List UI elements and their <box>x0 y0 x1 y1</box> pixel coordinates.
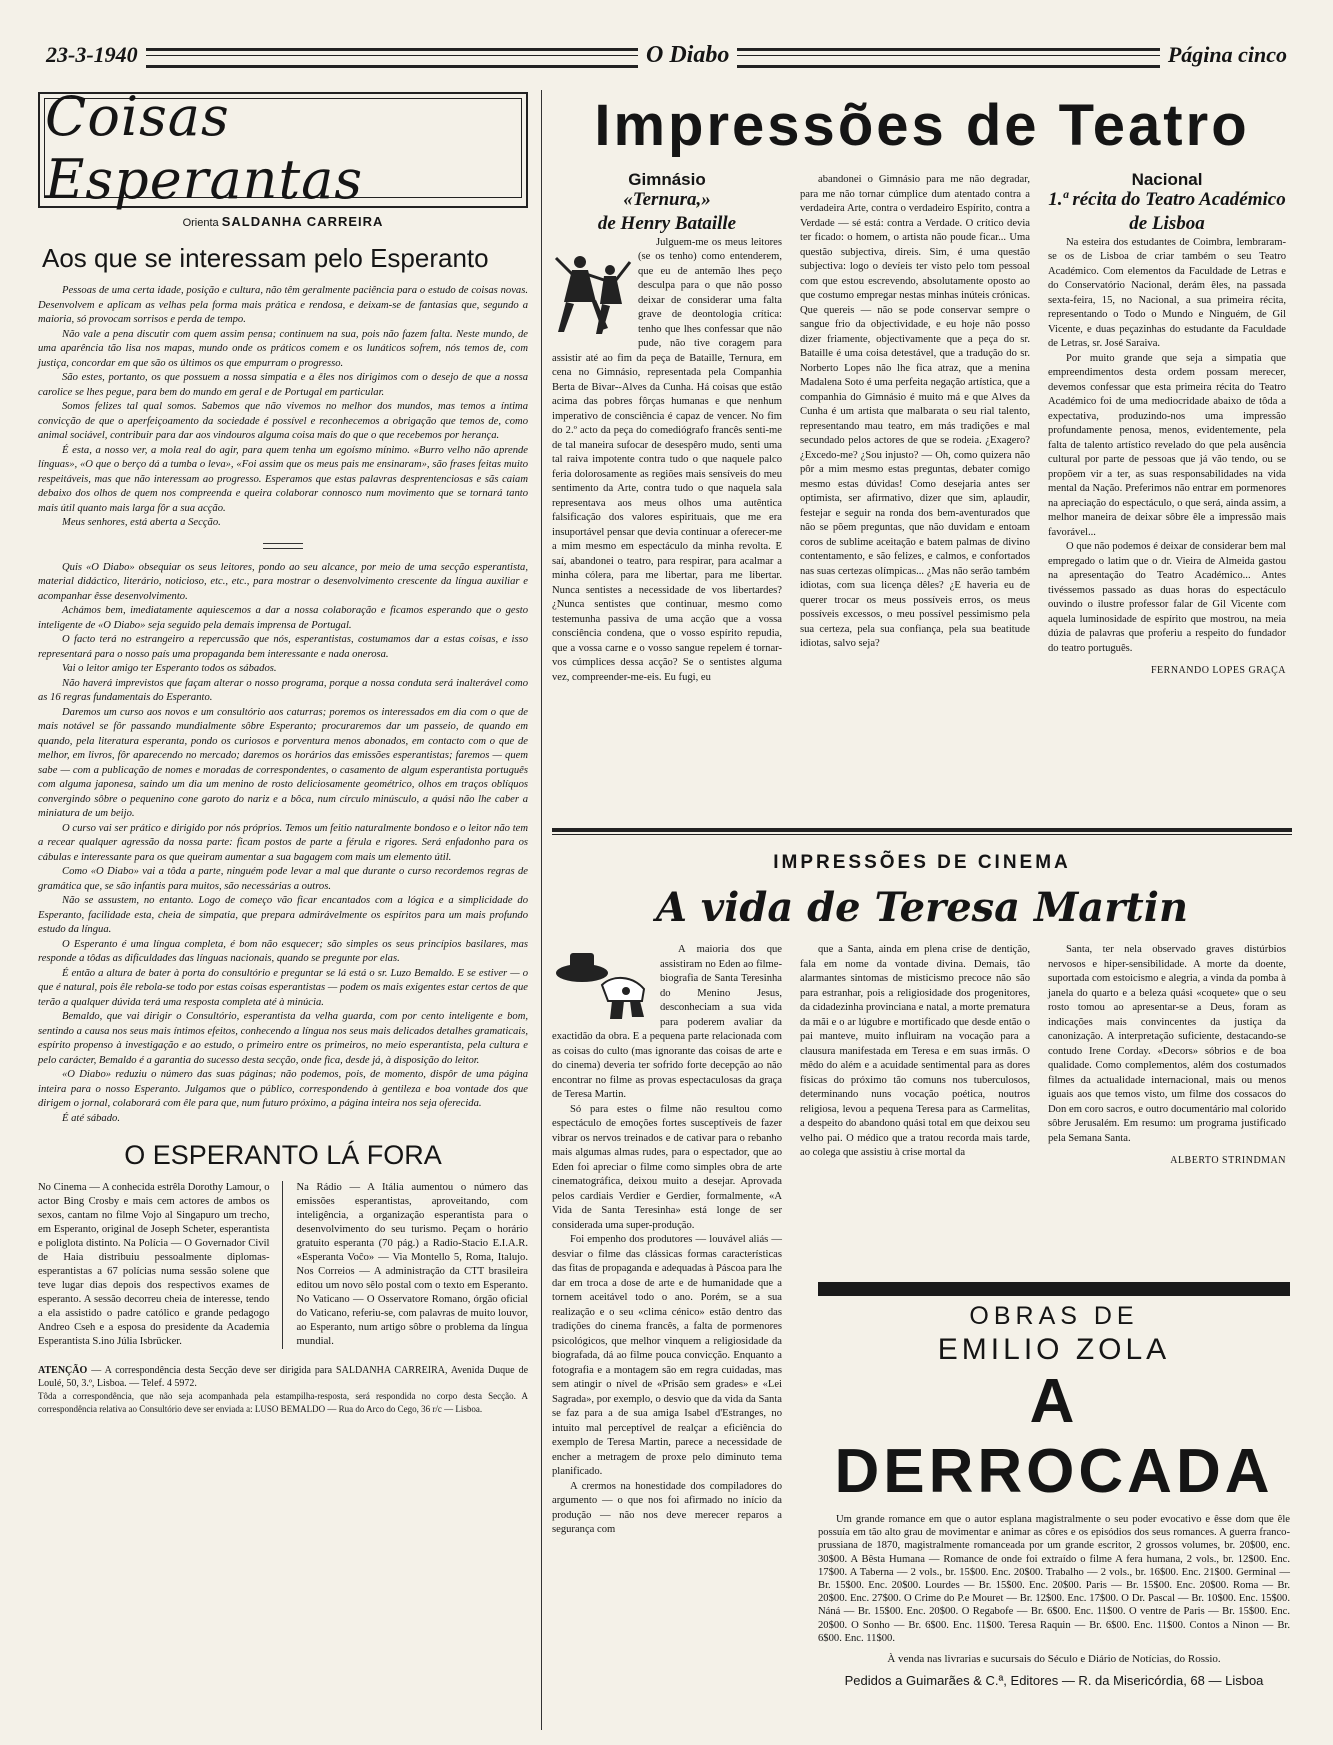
esperanto-section <box>38 85 529 1415</box>
cinema-column-1 <box>552 943 782 1538</box>
paragraph: Julguem-me os meus leitores (se os tenho) como entenderem, que eu de antemão lhes peço desculpa para o que não posso deixar de considerar uma falta grave de deontologia crítica: tenho que lhes confessar que não pude, não tive coragem para assistir até ao fim da peça de Bataille, Ternura, em cena no Gimnásio, representada pela Companhia Berta de Bivar--Alves da Cunha. Há coisas que estão acima das pobres fôrças humanas e que nenhum imperativo de consciência é capaz de vencer. No fim do 2.º acto da peça do comediógrafo francês senti-me de tal maneira sufocar de desespêro mudo, senti uma tal raiva impotente contra tudo o que naquele palco feria dolorosamente as regiões mais sensíveis do meu sentimento da Arte, contra tudo o que naquela sala representava aos meus olhos uma autêntica falsificação dos valores espirituais, que me era insuportável pensar que devia continuar a oferecer-me a mim mesmo em espectáculo da minha revolta. E saí, abandonei o teatro, para respirar, para acalmar a minha cólera, para me libertar, para me libertar. Nunca sentistes a necessidade de vos libertardes? ¿Nunca sentistes que continuar, mesmo como testemunha passiva de uma acção que a vossa consciência condena, que o vosso espírito repudia, que a vossa carne e o vosso sangue repelem é tornar-vos cúmplices dessa acção? Se o sentistes alguma vez, compreender-me-eis. Eu fugi, eu <box>552 236 782 683</box>
ad-title: A DERROCADA <box>834 1367 1274 1506</box>
paragraph: Bemaldo, que vai dirigir o Consultório, esperantista da velha guarda, com por cento inteligente e bom, sentindo a causa nos seus mais íntimos efeitos, conhecendo a língua nos seus mais delicados detalhes gramaticais, espírito propenso à investigação e ao estudo, o primeiro entre os primeiros, no meio esperantista, pela cultura e pelo carácter, Bemaldo é a garantia do sucesso desta secção, onde fica, desde já, à disposição do leitor. <box>38 1011 528 1066</box>
section-rule <box>552 828 1292 832</box>
paragraph: Quis «O Diabo» obsequiar os seus leitores, pondo ao seu alcance, por meio de uma secção esperantista, material didáctico, literário, noticioso, etc., etc., para mostrar o desenvolvimento crescente da língua auxiliar e acompanhar êsse desenvolvimento. <box>38 561 528 602</box>
section-editor: Orienta SALDANHA CARREIRA <box>182 214 384 229</box>
paragraph: Na esteira dos estudantes de Coimbra, lembraram-se os de Lisboa de criar também o seu Teatro Académico. Com elementos da Faculdade de Letras e do Conservatório Nacional, derám êles, na passada sexta-feira, 15, no Nacional, a sua primeira récita, representando o Todo o Mundo e Ninguém, de Gil Vicente, e duas peçazinhas do estudante da Faculdade de Letras, sr. José Saraiva. <box>1048 236 1286 349</box>
subsection-heading: O ESPERANTO LÁ FORA <box>124 1140 442 1170</box>
theatre-column-1 <box>552 170 782 685</box>
ad-body <box>818 1513 1290 1645</box>
paragraph: O Esperanto é uma língua completa, é bom não esquecer; são simples os seus princípios basilares, mas responde a tôdas as dificuldades das línguas nacionais, quando se pregunte por elas. <box>38 938 528 964</box>
paragraph: Pessoas de uma certa idade, posição e cultura, não têm geralmente paciência para o estudo de coisas novas. Desenvolvem e aplicam as velhas pela forma mais prática e rendosa, e deixam-se de fantasias que, segundo a maioria, só provocam sorrisos e perda de tempo. <box>38 285 528 325</box>
ad-top-bar <box>818 1282 1290 1296</box>
news-columns <box>38 1181 528 1349</box>
hat-and-shoes-illustration-icon <box>552 945 652 1025</box>
paragraph: Somos felizes tal qual somos. Sabemos que não vivemos no melhor dos mundos, mas temos a íntima convicção de que o aperfeiçoamento da sociedade é possível e reconhecemos a obrigação que temos de, como animal sociável, contribuir para dar aos vindouros alguma coisa mais do que o que recebemos por herança. <box>38 401 528 441</box>
ad-heading: OBRAS DE <box>969 1302 1139 1330</box>
paragraph: A crermos na honestidade dos compiladores do argumento — o que nos foi afirmado no início da produção — não nos deve merecer reparos a segurança com <box>552 1480 782 1535</box>
column-divider <box>541 90 542 1730</box>
author-signature: ALBERTO STRINDMAN <box>1170 1155 1286 1166</box>
paragraph: Como «O Diabo» vai a tôda a parte, ninguém pode levar a mal que durante o curso recordemos regras de gramática que, se são infantis para muitos, são necessárias a outros. <box>38 866 528 892</box>
paragraph: O curso vai ser prático e dirigido por nós próprios. Temos um feitio naturalmente bondoso e o leitor não tem a recear qualquer agressão da nossa parte: ficam postos de parte a férula e rigores. Será enfadonho para os cábulas e interessante para os que queiram aumentar a sua bagagem com mais um elemento útil. <box>38 822 528 863</box>
notice-label: ATENÇÃO <box>38 1365 88 1376</box>
paragraph: São estes, portanto, os que possuem a nossa simpatia e a êles nos dirigimos com o desejo de que a nossa carolice se lhes pegue, para bem do mundo em geral e de Portugal em particular. <box>38 372 528 398</box>
paragraph: A maioria dos que assistiram no Eden ao filme-biografia de Santa Teresinha do Menino Jesus, desconheciam a sua vida para poderem avaliar da exactidão da obra. E a pequena parte relacionada com as coisas do culto (mas ignorante das coisas de arte e do cinema) deveria ter sofrido forte decepção ao não encontrar no filme as provas espectaculosas da graça de Teresa Martin. <box>552 944 782 1100</box>
section-title: Coisas Esperantas <box>45 85 364 211</box>
ad-orders: Pedidos a Guimarães & C.ª, Editores — R. da Misericórdia, 68 — Lisboa <box>844 1673 1264 1689</box>
paragraph: Não haverá imprevistos que façam alterar o nosso programa, porque a nossa conduta será inalterável como as 16 regras fundamentais do Esperanto. <box>38 677 528 703</box>
paragraph: Santa, ter nela observado graves distúrbios nervosos e hiper-sensibilidade. A morte da doente, suportada com estoicismo e alegria, a vinda da pomba à janela do quarto e a beleza quási «coquete» que o seu rosto tomou ao apresentar-se a Deus, foram as indicações mais convincentes da justiça da canonização. A interpretação suficiente, destacando-se contudo Irene Corday. «Decors» sóbrios e de boa qualidade. Como complementos, além dos costumados filmes da actualidade internacional, mais ou menos iguais aos que temos visto, um filme dos cossacos do Don em coro sacros, e outro documentário mal colorido sôbre Jerusalém. Em resumo: um programa justificado pela Semana Santa. <box>1048 944 1286 1144</box>
theatre-column-3 <box>1048 170 1286 679</box>
theatre-venue: Nacional <box>1131 170 1203 189</box>
paragraph: Meus senhores, está aberta a Secção. <box>62 517 221 528</box>
masthead <box>38 38 1295 78</box>
cinema-column-3 <box>1048 943 1286 1169</box>
paragraph: Um grande romance em que o autor esplana magistralmente o seu poder evocativo e êsse dom que êle possuía em tão alto grau de movimentar e animar as côres e os episódios dos seus romances. A guerra franco-prussiana de 1870, magistralmente romanceada por um grande escritor, 2 grossos volumes, br. 20$00, enc. 30$00. A Bêsta Humana — Romance de onde foi extraído o filme A fera humana, 2 vols., br. 12$00. Enc. 17$00. A Taberna — 2 vols., br. 15$00. Enc. 20$00. Trabalho — 2 vols., br. 16$00. Enc. 21$00. Germinal — Br. 15$00. Enc. 20$00. Lourdes — Br. 15$00. Enc. 20$00. Paris — Br. 15$00. Enc. 20$00. Roma — Br. 20$00. Enc. 27$00. O Crime do P.e Mouret — Br. 12$00. Enc. 17$00. O Dr. Pascal — Br. 10$00. Enc. 15$00. Náná — Br. 15$00. Enc. 20$00. O Regabofe — Br. 6$00. Enc. 11$00. O ventre de Paris — Br. 15$00. Enc. 20$00. O Sonho — Br. 6$00. Enc. 11$00. Teresa Raquin — Br. 6$00. Enc. 11$00. Contos a Ninon — Br. 6$00. Enc. 11$00. <box>818 1514 1290 1644</box>
play-author: de Henry Bataille <box>597 212 737 234</box>
ad-author: EMILIO ZOLA <box>937 1333 1171 1366</box>
paragraph: Só para estes o filme não resultou como espectáculo de emoções fortes susceptíveis de fazer vibrar os nervos treinados e de cativar para o rebanho mais algumas almas rudes, para o espectador, que ao Eden foi apreciar o filme como simples obra de arte cinematográfica, deixou muito a desejar. Aprovada pelos cardiais Verdier e Gerdier, formalmente, «A Vida de Santa Teresinha» está longe de ser considerada uma super-produção. <box>552 1103 782 1231</box>
cinema-title: A vida de Teresa Martin <box>655 884 1189 931</box>
theatre-title: Impressões de Teatro <box>594 93 1250 158</box>
theatre-section <box>552 92 1292 823</box>
news-column-right: Na Rádio — A Itália aumentou o número das emissões esperantistas, aproveitando, com inteligência, a organização esperantista para o desenvolvimento do seu turismo. Peçam o horário gratuito esperanta (70 pág.) a Radio-Stacio E.I.A.R. «Esperanta Voĉo» — Via Montello 5, Roma, Italujo. Nos Correios — A administração da CTT brasileira editou um novo sêlo postal com o texto em Esperanto. No Vaticano — O Osservatore Romano, órgão oficial do Vaticano, referiu-se, com palavras de muito louvor, ao Esperanto, num artigo sôbre o problema da língua mundial. <box>296 1182 528 1347</box>
paragraph: Não vale a pena discutir com quem assim pensa; continuem na sua, pois não fazem falta. Neste mundo, de uma aparência tão lisa nos mapas, mundo onde os práticos comem e os lunáticos sofrem, nós temos de, com justiça, concordar em que são os últimos os que empurram o progresso. <box>38 328 528 369</box>
separator <box>263 543 303 549</box>
author-signature: FERNANDO LOPES GRAÇA <box>1150 665 1286 676</box>
event-title: 1.ª récita do Teatro Académico de Lisboa <box>1048 188 1286 234</box>
dancers-illustration-icon <box>552 240 632 340</box>
paragraph: O facto terá no estrangeiro a repercussão que nós, esperantistas, costumamos dar a estas coisas, e isso representará para o nosso país uma propaganda bem interessante e nada onerosa. <box>38 634 528 660</box>
notice <box>38 1365 528 1415</box>
notice-small: Tôda a correspondência, que não seja acompanhada pela estampilha-resposta, será respondida no corpo desta Secção. A correspondência relativa ao Consultório deve ser enviada a: LUSO BEMALDO — Rua do Arco do Cego, 36 r/c — Lisboa. <box>38 1391 528 1414</box>
play-title: «Ternura,» <box>623 188 711 210</box>
paragraph: Não se assustem, no entanto. Logo de começo vão ficar encantados com a lógica e a simplicidade do Esperanto, facilidade esta, cheia de simpatia, que prepara admirávelmente os espíritos para um mais profundo estudo da língua. <box>38 895 528 935</box>
cinema-column-2 <box>800 943 1030 1161</box>
section-title-box <box>38 85 528 211</box>
news-column-left: No Cinema — A conhecida estrêla Dorothy Lamour, o actor Bing Crosby e mais cem actores de ambos os sexos, cantam no filme Vojo al Singapuro um trecho, em Esperanto, original de Joseph Scheter, esperantista e poliglota distinto. Na Polícia — O Governador Civil de Haia distribuiu pessoalmente diplomas-esperantistas a 67 polícias numa sessão solene que teve lugar dias depois dos respectivos exames de esperanto. A sessão decorreu cheia de interesse, tendo a ela assistido o padre católico e grande pedagogo Andreo Cseh e a esposa do presidente da Academia Esperantista S.ino Júlia Isbrücker. <box>38 1181 283 1349</box>
ad-availability: À venda nas livrarias e sucursais do Século e Diário de Notícias, do Rossio. <box>887 1653 1221 1666</box>
issue-date: 23-3-1940 <box>38 42 146 68</box>
paragraph: Vai o leitor amigo ter Esperanto todos os sábados. <box>62 663 277 674</box>
cinema-kicker: IMPRESSÕES DE CINEMA <box>773 852 1071 873</box>
book-advertisement <box>818 1282 1290 1688</box>
page-number: Página cinco <box>1160 42 1295 68</box>
theatre-venue: Gimnásio <box>628 170 706 189</box>
paragraph: «O Diabo» reduziu o número das suas páginas; não podemos, pois, de momento, dispôr de uma página inteira para o nosso Esperanto. Julgamos que o público, correspondendo à gentileza e boa vontade dos que dirigem o jornal, colaborará com êle para que, num futuro próximo, a página inteira nos seja oferecida. <box>38 1069 528 1109</box>
paragraph: O que não podemos é deixar de considerar bem mal empregado o latim que o dr. Vieira de Almeida gastou na apresentação do Teatro Académico... Antes tivéssemos passado as duas horas do espectáculo ouvindo o ilustre professor falar de Gil Vicente com aquela luminosidade de espírito que mostrou, na meia dúzia de palavras que proferiu a respeito do fundador do teatro português. <box>1048 541 1286 654</box>
paragraph: É então a altura de bater à porta do consultório e preguntar se lá está o sr. Luzo Bemaldo. E se estiver — o que é natural, pois êle rebola-se todo por estas coisas esperantistas — podem os mais exigentes estar certos de que terão a qualquer dúvida terá uma resposta completa até à minúcia. <box>38 967 528 1008</box>
paragraph: Daremos um curso aos novos e um consultório aos caturras; poremos os interessados em dia com o que de mais notável se fôr passando mundialmente sôbre Esperanto; procuraremos dar um passeio, de quando em quando, pela literatura esperanta, pondo os curiosos e porventura menos abonados, em contacto com o que de melhor, em livros, fôr aparecendo no mercado; daremos os horários das emissões esperantistas; faremos — quem sabe — com a publicação de nomes e moradas de correspondentes, o casamento de algum esperantista português com alguma japonesa, saindo um dia um menino de rosto deliciosamente geométrico, olhos em traços oblíquos convergindo sôbre o pequenino cone garoto do nariz e a bôca, num círculo minúsculo, a quási não lhe caber a miniatura de um beijo. <box>38 706 528 819</box>
paragraph: que a Santa, ainda em plena crise de dentição, fala em nome da vontade divina. Demais, tão alarmantes sintomas de misticismo precoce não são para estranhar, pois a religiosidade dos progenitores, da cidadezinha provinciana e natal, a morte prematura da mãi e o ar lúgubre e mortificado que desde então o pai manteve, muito influiram na vocação para a clausura manifestada em Teresa e em suas irmãs. O mêdo do além e a acuidade sentimental para as dores físicas do próximo tão comuns nos tuberculosos, determinando nuns vocação poética, noutros religiosa, levou a pequena Teresa para as Carmelitas, a despeito do abandono quási total em que deixou seu velho pai. O médico que a tratou recorda mais tarde, ao colega que assistiu à crise mortal da <box>800 944 1030 1158</box>
paragraph: É até sábado. <box>62 1112 120 1124</box>
paragraph: Foi empenho dos produtores — louvável aliás — desviar o filme das clássicas formas características das fitas de propaganda e adequadas à Páscoa para lhe dar em troca a dose de arte e de humanidade que a tornem aceitável todo o ano. Porém, se a sua realização e o seu «clima cénico» estão dentro das tradições do cinema francês, a falta de pormenores psicológicos, que melhor vinquem a religiosidade da biografada, dá ao filme pouca convicção. Enquanto a fotografia e a montagem são em regra cuidadas, mas sem atingir o nível de «Prisão sem grades» e «Lei Sagrada», por exemplo, o desvio que da vida da Santa se faz para a de sua amiga Isabel d'Estranges, no intuito mal perceptível de realçar a eficiência do exemplo de Teresa Martin, parece a necessidade de encher a metragem de proxe pelo diminuto tema planificado. <box>552 1234 782 1477</box>
paragraph: Por muito grande que seja a simpatia que empreendimentos desta ordem possam merecer, devemos confessar que esta primeira récita do Teatro Académico foi de uma mediocridade abaixo de tôda a expectativa, produzindo-nos uma impressão profundamente penosa, menos, evidentemente, pela falta de talento artístico revelado do que pela ausência cultural por parte de pessoas que já vão tendo, ou se propõem vir a ter, as suas responsabilidades na vida mental da Nação. Preferimos não entrar em pormenores na apreciação do espectáculo, o que será, ainda assim, a melhor maneira de deixar sôbre êle a impressão mais favorável... <box>1048 352 1286 538</box>
theatre-column-2 <box>800 173 1030 652</box>
article-body <box>38 284 528 1126</box>
paragraph: É esta, a nosso ver, a mola real do agir, para quem tenha um egoísmo mínimo. «Burro velho não aprende línguas», «O que o berço dá a tumba o leva», «Foi assim que os meus pais me ensinaram», são frases feitas muito respeitáveis, mas que não interessam ao progresso. Esperamos que estas palavras desprentenciosas e sãs caiam debaixo dos olhos de quem nos compreenda e queira colaborar connosco num movimento que se tornará tanto mais útil quanto mais larga fôr a sua acção. <box>38 444 528 514</box>
article-heading: Aos que se interessam pelo Esperanto <box>42 243 489 273</box>
notice-text: — A correspondência desta Secção deve ser dirigida para SALDANHA CARREIRA, Avenida Duque de Loulé, 50, 3.º, Lisboa. — Telef. 4 5972. <box>38 1365 529 1389</box>
paragraph: Achámos bem, imediatamente aquiescemos a dar a nossa colaboração e ficamos esperando que o gesto inteligente de «O Diabo» seja seguido pela demais imprensa de Portugal. <box>38 605 528 631</box>
paragraph: abandonei o Gimnásio para me não degradar, para me não tornar cúmplice dum atentado contra a verdadeira Arte, contra o verdadeiro Espírito, contra a Verdade — sé está: contra a Verdade. O crítico devia ter ficado: o homem, o artista não poude ficar... Uma questão subjectiva, direis. Sim, é uma questão subjectiva: logo o devíeis ter visto pelo tom pessoal com que estou escrevendo, absolutamente oposto ao que costumo empregar nestas minhas inúteis crónicas. Que quereis — não se pode conservar sempre o sangue frio da objectividade, e eu hoje não posso dizer friamente, objectivamente que a peça do sr. Bataille é uma coisa detestável, que a tradução do sr. Norberto Lopes não lhe fica atraz, que a menina Madalena Soto é uma perfeita negação artística, que a companhia do Gimnásio é muito má e que Alves da Cunha é um artista que malbarata o seu rial talento, representando mau teatro, em más tradições e mal secundado pelos actores de que se rodeia. ¿Exagero? ¿Excedo-me? ¿Sou injusto? — Oh, como quizera não pôr a mim mesmo estas preguntas, debater comigo mesmo estas dúvidas! Como desejaria antes ser optimista, ser afirmativo, dizer que sim, aplaudir, festejar e seguir na ronda dos bem-aventurados que não se põem preguntas, que não duvidam e entoam coros de sublime aceitação e batem palmas de divino contentamento, e são felizes, e calmos, e confortados nas suas certezas olímpicas... ¿Mas não serão também idiotas, com sua licença dêles? ¿E haveria eu de querer trocar os meus possíveis erros, os meus possíveis excessos, o meu possível pessimismo pela sua certeza, pela sua confiança, pela sua beatitude idiotas, salvo seja? <box>800 174 1030 649</box>
newspaper-title: O Diabo <box>638 42 737 69</box>
